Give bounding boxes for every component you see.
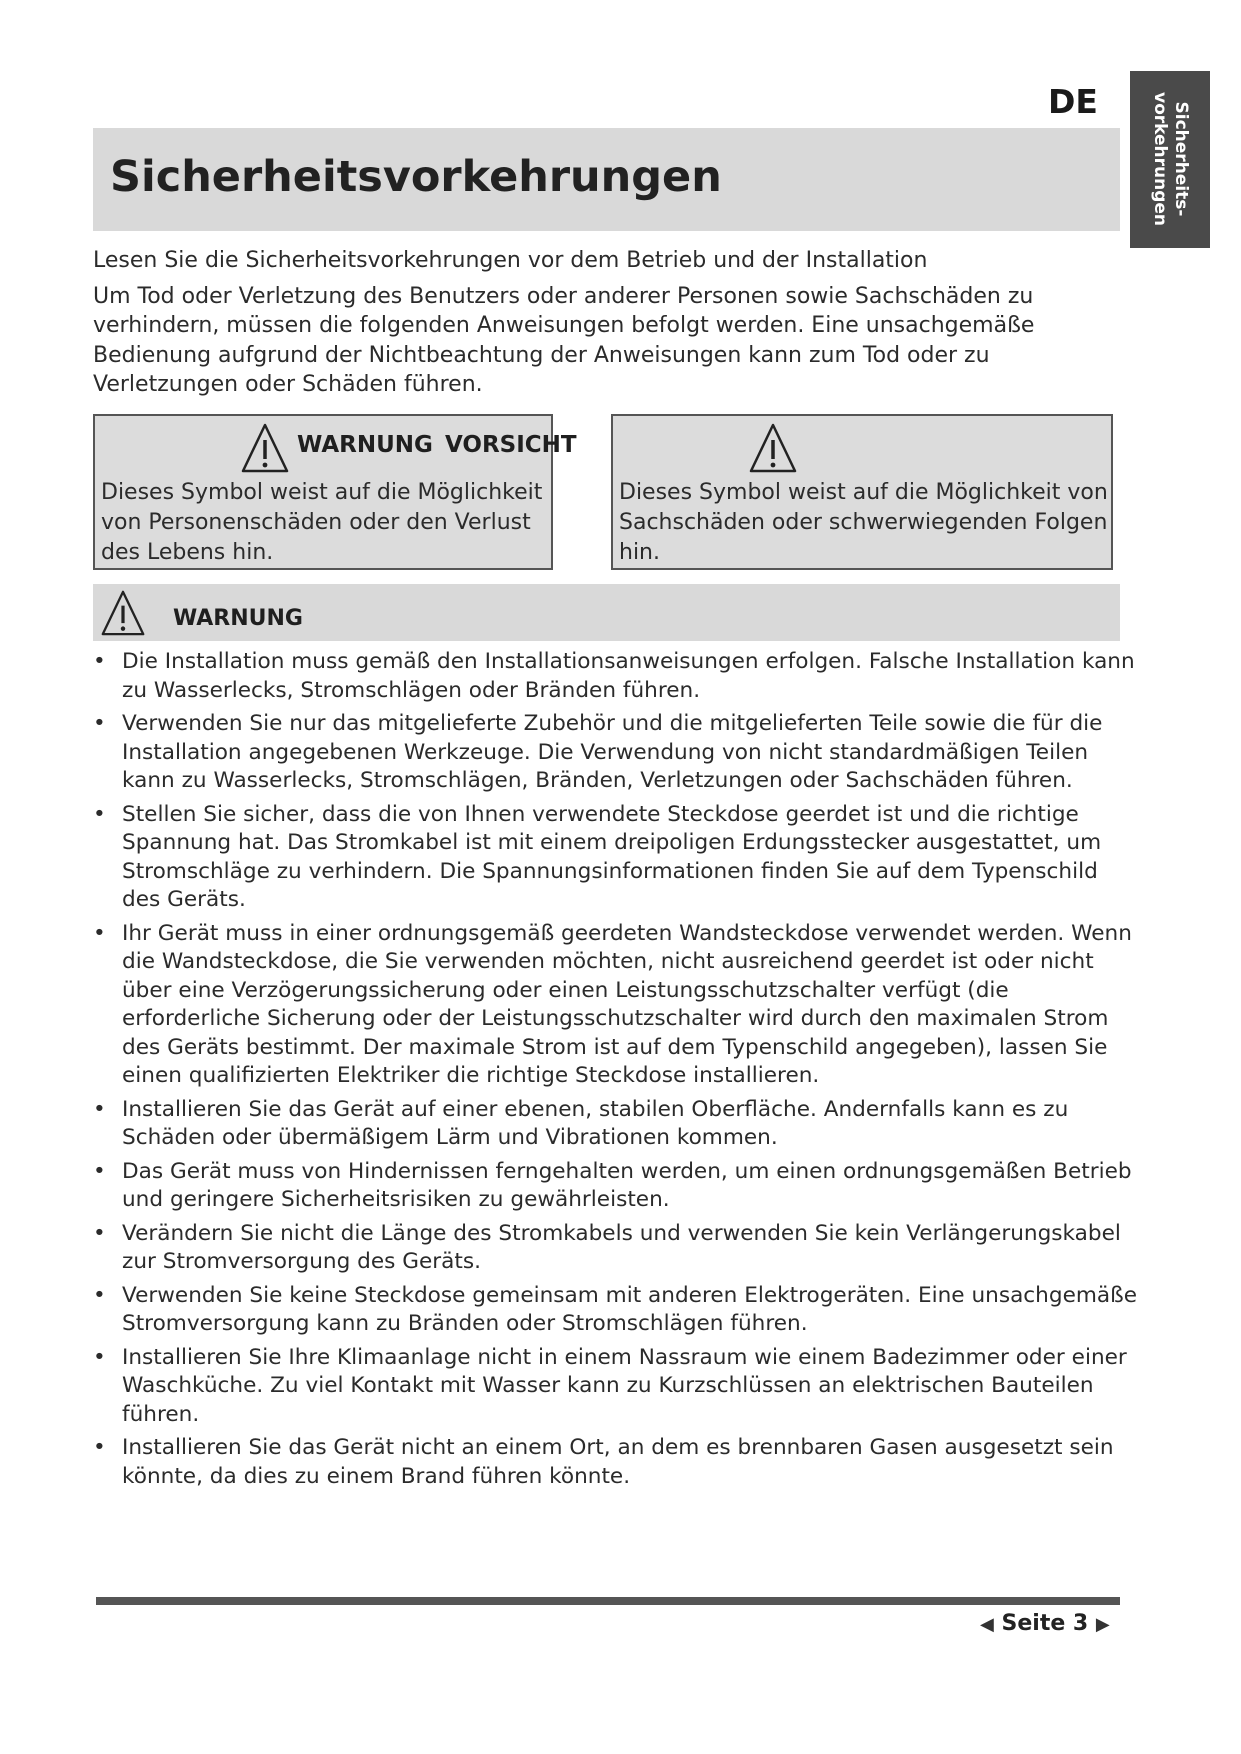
side-tab-label xyxy=(1149,74,1191,244)
bullet: • xyxy=(93,649,106,674)
intro-paragraph: Um Tod oder Verletzung des Benutzers oder anderer Personen sowie Sachschäden zu verhindern, müssen die folgenden Anweisungen befolgt werden. Eine unsachgemäße Bedienung aufgrund der Nichtbeachtung der Anweisungen kann zum Tod oder zu Verletzungen oder Schäden führen. xyxy=(93,283,1035,397)
bullet: • xyxy=(93,711,106,736)
list-item xyxy=(93,1434,1138,1491)
list-item-text: Installieren Sie das Gerät nicht an einem Ort, an dem es brennbaren Gasen ausgesetzt sein könnte, da dies zu einem Brand führen könnte. xyxy=(122,1435,1114,1489)
list-item xyxy=(93,1158,1138,1215)
warning-triangle-icon xyxy=(100,589,146,637)
list-item-text: Stellen Sie sicher, dass die von Ihnen verwendete Steckdose geerdet ist und die richtige Spannung hat. Das Stromkabel ist mit einem dreipoligen Erdungsstecker ausgestattet, um Stromschläge zu verhindern. Die Spannungsinformationen finden Sie auf dem Typenschild des Geräts. xyxy=(122,801,1102,912)
warning-triangle-icon xyxy=(240,422,290,474)
warning-notice-heading: WARNUNG xyxy=(297,432,433,458)
page-navigation xyxy=(980,1611,1110,1636)
list-item xyxy=(93,648,1138,705)
list-item xyxy=(93,1344,1138,1430)
list-item xyxy=(93,1282,1138,1339)
list-item-text: Verwenden Sie keine Steckdose gemeinsam mit anderen Elektrogeräten. Eine unsachgemäße Stromversorgung kann zu Bränden oder Stromschlägen führen. xyxy=(122,1282,1138,1336)
page-number: Seite 3 xyxy=(1001,1611,1089,1636)
bullet: • xyxy=(93,1220,106,1246)
side-tab xyxy=(1130,71,1210,248)
warning-notice-text: Dieses Symbol weist auf die Möglichkeit von Personenschäden oder den Verlust des Lebens hin. xyxy=(101,480,543,565)
warning-section-header xyxy=(93,584,1120,641)
title-band xyxy=(93,128,1120,231)
list-item xyxy=(93,1220,1138,1277)
caution-notice-box xyxy=(611,414,1113,570)
footer-divider xyxy=(96,1597,1120,1605)
bullet: • xyxy=(93,1344,106,1370)
side-tab-line2: vorkehrungen xyxy=(1150,91,1170,227)
bullet: • xyxy=(93,920,106,946)
list-item xyxy=(93,920,1138,1091)
bullet: • xyxy=(93,1282,106,1308)
list-item xyxy=(93,801,1138,915)
side-tab-line1: Sicherheits- xyxy=(1171,101,1191,217)
caution-notice-text: Dieses Symbol weist auf die Möglichkeit von Sachschäden oder schwerwiegenden Folgen hin. xyxy=(619,480,1108,565)
bullet: • xyxy=(93,1158,106,1184)
prev-page-icon[interactable]: ◀ xyxy=(980,1614,994,1635)
list-item-text: Installieren Sie das Gerät auf einer ebenen, stabilen Oberfläche. Andernfalls kann es zu Schäden oder übermäßigem Lärm und Vibrationen kommen. xyxy=(122,1096,1069,1150)
language-code: DE xyxy=(1048,82,1098,121)
list-item-text: Verändern Sie nicht die Länge des Stromkabels und verwenden Sie kein Verlängerungskabel zur Stromversorgung des Geräts. xyxy=(122,1220,1121,1274)
next-page-icon[interactable]: ▶ xyxy=(1095,1614,1110,1635)
list-item-text: Das Gerät muss von Hindernissen ferngehalten werden, um einen ordnungsgemäßen Betrieb und geringere Sicherheitsrisiken zu gewährleisten. xyxy=(122,1158,1132,1212)
caution-triangle-icon xyxy=(748,422,798,474)
list-item-text: Die Installation muss gemäß den Installationsanweisungen erfolgen. Falsche Installation kann zu Wasserlecks, Stromschlägen oder Bränden führen. xyxy=(122,649,1135,703)
caution-notice-heading: VORSICHT xyxy=(445,432,577,458)
list-item xyxy=(93,1096,1138,1153)
bullet: • xyxy=(93,1096,106,1122)
bullet: • xyxy=(93,801,106,827)
warning-notice-box xyxy=(93,414,577,570)
list-item-text: Verwenden Sie nur das mitgelieferte Zubehör und die mitgelieferten Teile sowie die für die Installation angegebenen Werkzeuge. Die Verwendung von nicht standardmäßigen Teilen kann zu Wasserlecks, Stromschlägen, Bränden, Verletzungen oder Sachschäden führen. xyxy=(122,711,1103,793)
intro xyxy=(93,246,1133,400)
page-title: Sicherheitsvorkehrungen xyxy=(110,152,722,202)
list-item-text: Installieren Sie Ihre Klimaanlage nicht in einem Nassraum wie einem Badezimmer oder einer Waschküche. Zu viel Kontakt mit Wasser kann zu Kurzschlüssen an elektrischen Bauteilen führen. xyxy=(122,1344,1127,1427)
warning-list xyxy=(93,648,1138,1496)
intro-lead: Lesen Sie die Sicherheitsvorkehrungen vor dem Betrieb und der Installation xyxy=(93,248,928,273)
list-item xyxy=(93,710,1138,796)
list-item-text: Ihr Gerät muss in einer ordnungsgemäß geerdeten Wandsteckdose verwendet werden. Wenn die Wandsteckdose, die Sie verwenden möchten, nicht ausreichend geerdet ist oder nicht über eine Verzögerungssicherung oder einen Leistungsschutzschalter verfügt (die erforderliche Sicherung oder der Leistungsschutzschalter wird durch den maximalen Strom des Geräts bestimmt. Der maximale Strom ist auf dem Typenschild angegeben), lassen Sie einen qualifizierten Elektriker die richtige Steckdose installieren. xyxy=(122,920,1132,1088)
bullet: • xyxy=(93,1435,106,1460)
warning-section-label: WARNUNG xyxy=(173,606,303,631)
